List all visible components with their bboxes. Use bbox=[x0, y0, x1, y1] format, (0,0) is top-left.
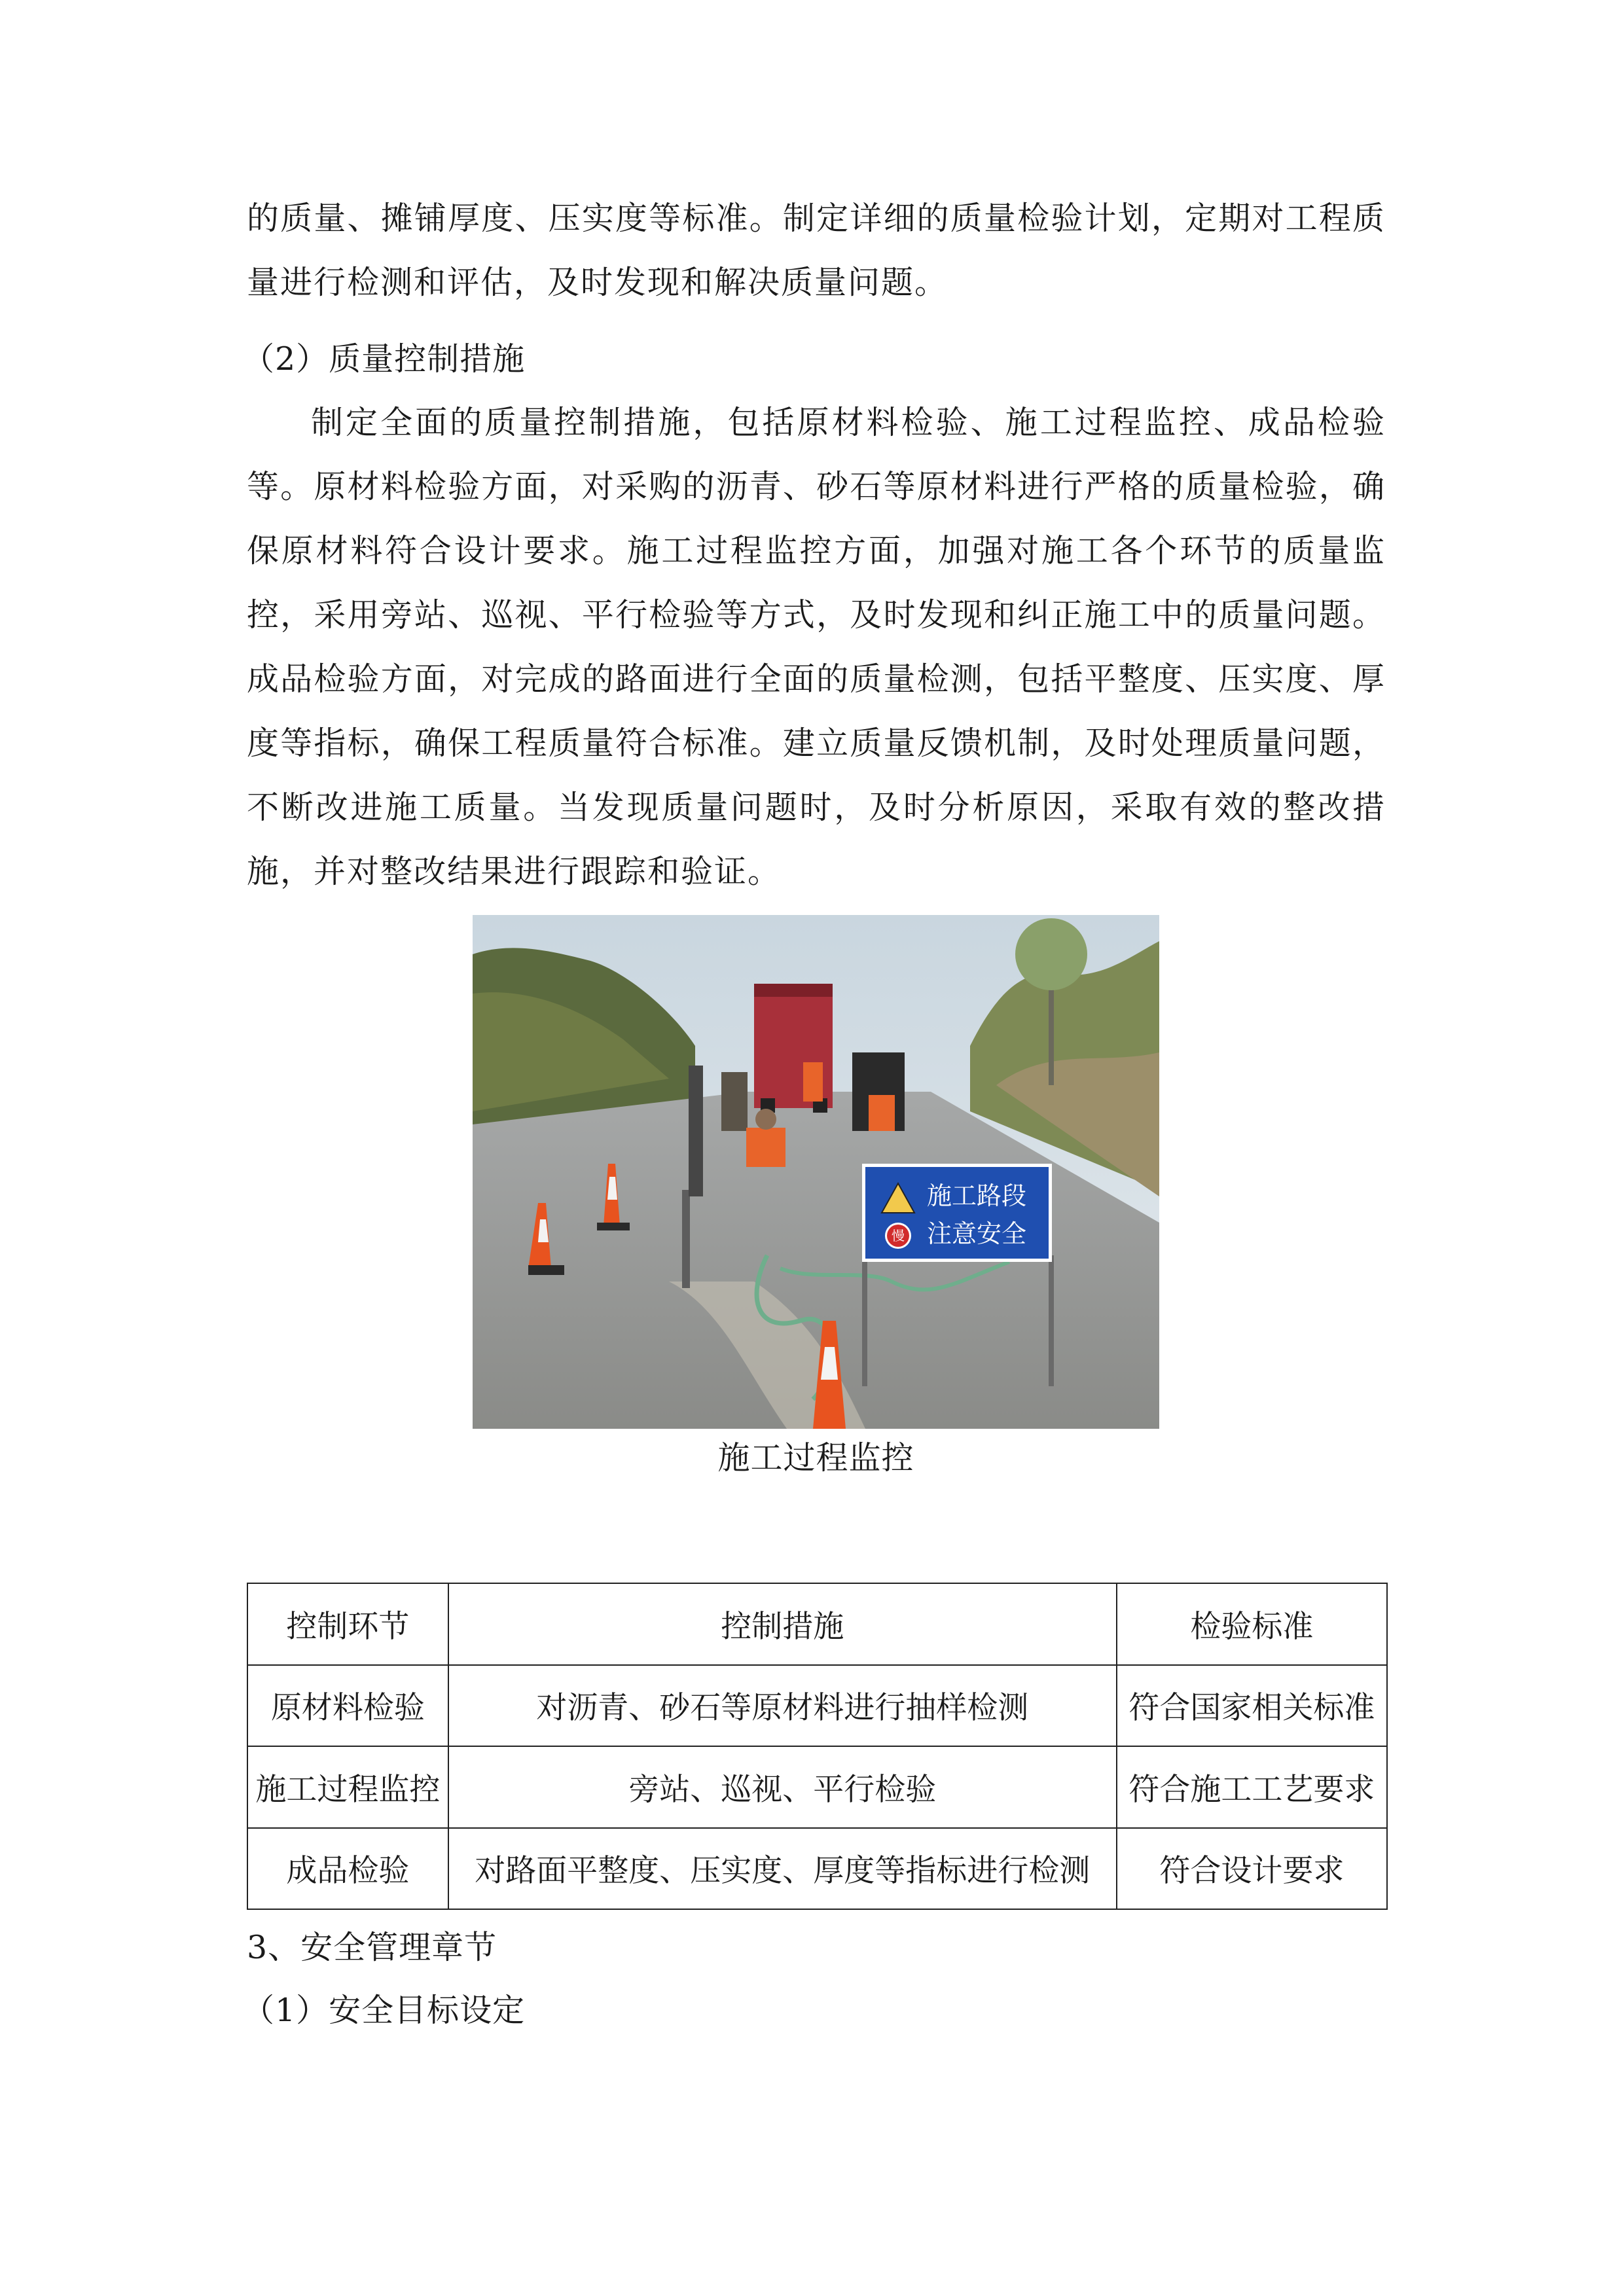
table-cell: 成品检验 bbox=[247, 1828, 448, 1910]
quality-control-table bbox=[247, 1583, 1388, 1910]
sign-text-line2: 注意安全 bbox=[926, 1219, 1027, 1248]
table-cell: 对沥青、砂石等原材料进行抽样检测 bbox=[448, 1665, 1117, 1747]
table-row bbox=[247, 1665, 1387, 1747]
figure-caption: 施工过程监控 bbox=[717, 1439, 914, 1477]
column-header: 控制环节 bbox=[247, 1583, 448, 1665]
heading-quality-control-measures: （2）质量控制措施 bbox=[242, 340, 526, 378]
construction-warning-sign bbox=[862, 1164, 1052, 1262]
table-cell: 原材料检验 bbox=[247, 1665, 448, 1747]
table-cell: 符合设计要求 bbox=[1117, 1828, 1387, 1910]
quality-measures-paragraph: 制定全面的质量控制措施，包括原材料检验、施工过程监控、成品检验等。原材料检验方面，对采购的沥青、砂石等原材料进行严格的质量检验，确保原材料符合设计要求。施工过程监控方面，加强对施工各个环节的质量监控，采用旁站、巡视、平行检验等方式，及时发现和纠正施工中的质量问题。成品检验方面，对完成的路面进行全面的质量检测，包括平整度、压实度、厚度等指标，确保工程质量符合标准。建立质量反馈机制，及时处理质量问题，不断改进施工质量。当发现质量问题时，及时分析原因，采取有效的整改措施，并对整改结果进行跟踪和验证。 bbox=[247, 404, 1386, 890]
subsection-heading: （1）安全目标设定 bbox=[242, 1992, 526, 2029]
table-row bbox=[247, 1828, 1387, 1910]
column-header: 控制措施 bbox=[448, 1583, 1117, 1665]
table-cell: 符合国家相关标准 bbox=[1117, 1665, 1387, 1747]
table-cell: 旁站、巡视、平行检验 bbox=[448, 1746, 1117, 1828]
column-header: 检验标准 bbox=[1117, 1583, 1387, 1665]
sign-badge: 慢 bbox=[892, 1228, 905, 1244]
intro-paragraph: 的质量、摊铺厚度、压实度等标准。制定详细的质量检验计划，定期对工程质量进行检测和评估，及时发现和解决质量问题。 bbox=[247, 200, 1386, 301]
table-cell: 施工过程监控 bbox=[247, 1746, 448, 1828]
sign-text-line1: 施工路段 bbox=[926, 1181, 1027, 1210]
table-header-row bbox=[247, 1583, 1387, 1665]
table-cell: 对路面平整度、压实度、厚度等指标进行检测 bbox=[448, 1828, 1117, 1910]
table-row bbox=[247, 1746, 1387, 1828]
table-cell: 符合施工工艺要求 bbox=[1117, 1746, 1387, 1828]
section-heading: 3、安全管理章节 bbox=[247, 1929, 497, 1966]
construction-site-photo bbox=[473, 915, 1159, 1429]
